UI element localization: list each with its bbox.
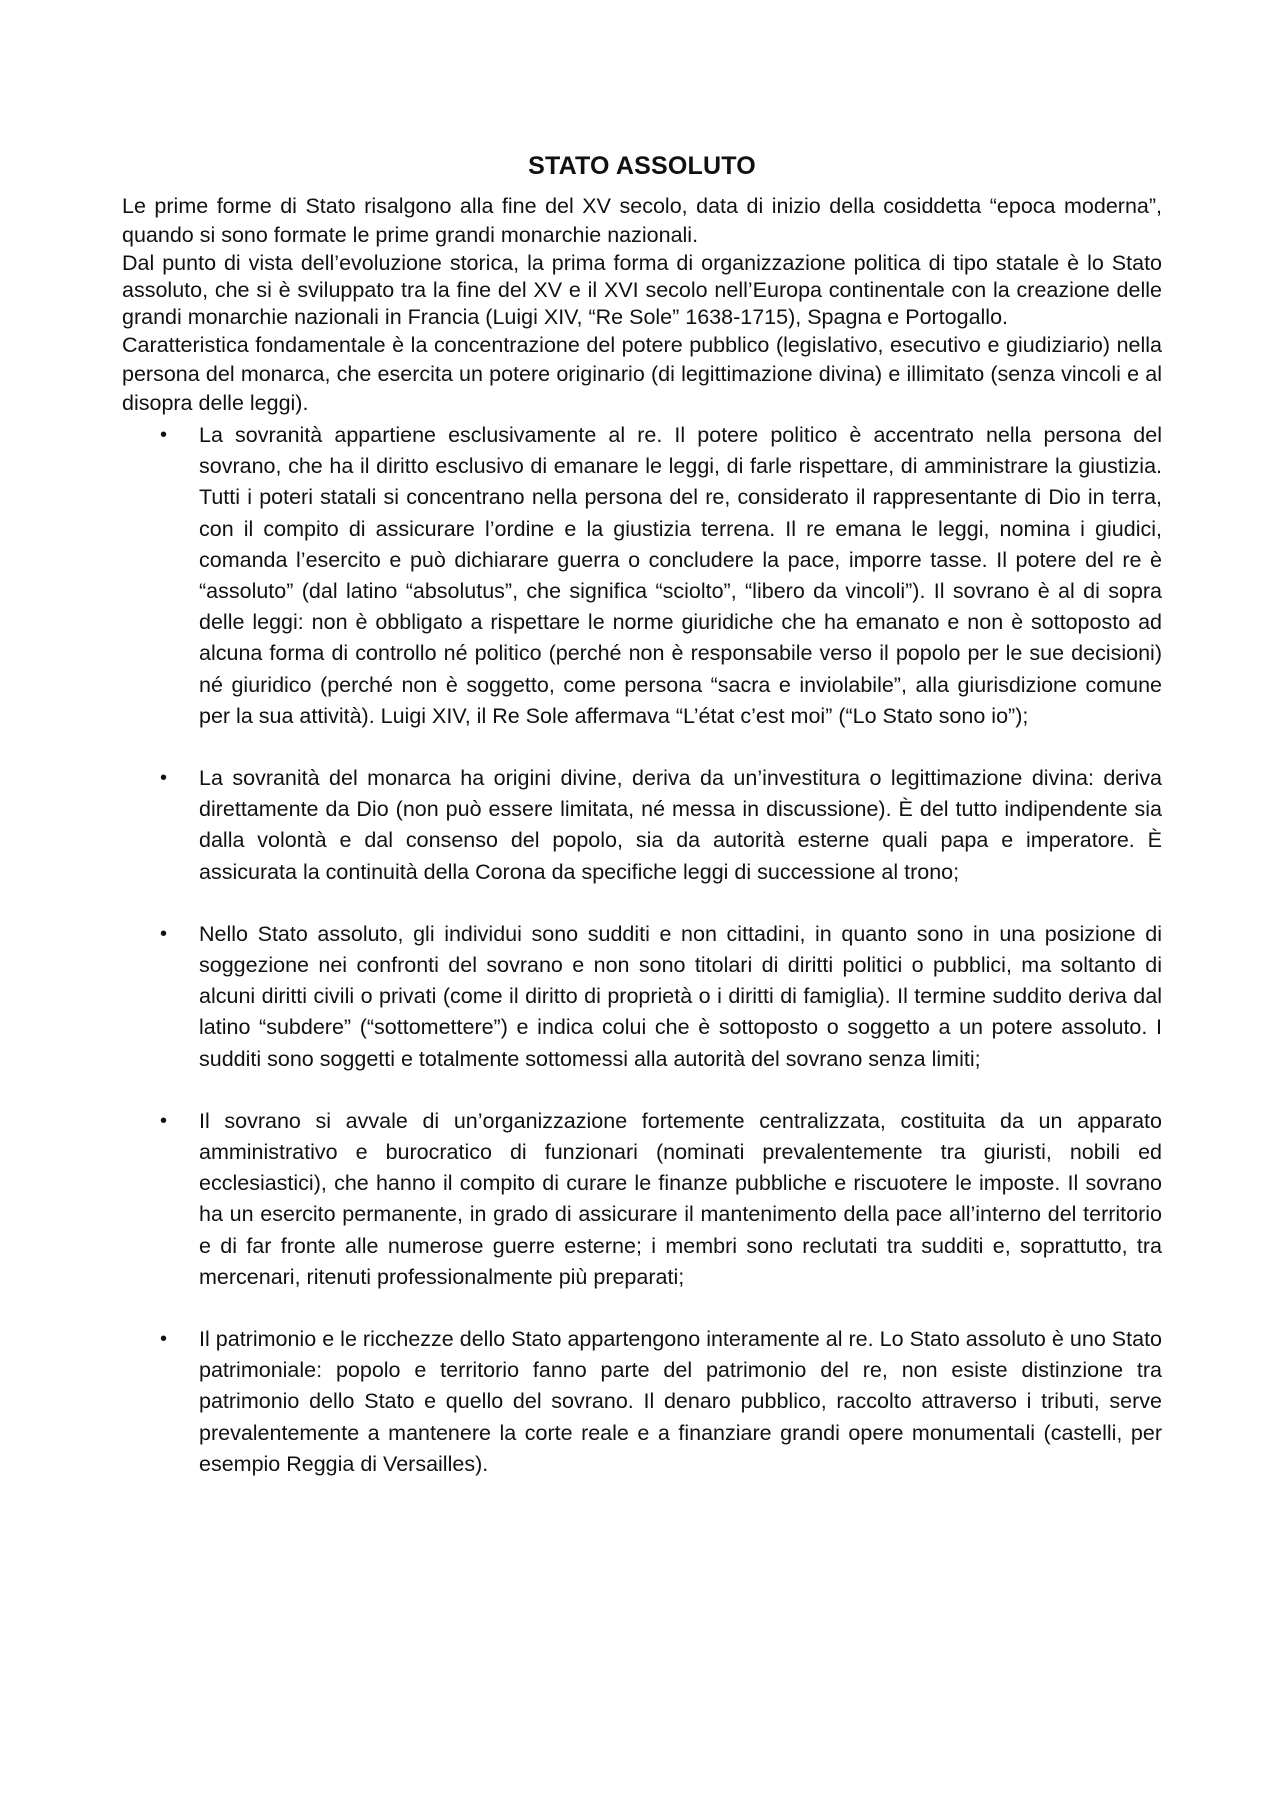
bullet-icon: • — [160, 767, 168, 790]
bullet-text: La sovranità del monarca ha origini divine, deriva da un’investitura o legittimazione divina: deriva direttamente da Dio (non può essere limitata, né messa in discussione). È del tutto indipendente sia dalla volontà e dal consenso del popolo, sia da autorità esterne quali papa e imperatore. È assicurata la continuità della Corona da specifiche leggi di successione al trono; — [199, 766, 1162, 884]
bullet-text: Nello Stato assoluto, gli individui sono sudditi e non cittadini, in quanto sono in una posizione di soggezione nei confronti del sovrano e non sono titolari di diritti politici o pubblici, ma soltanto di alcuni diritti civili o privati (come il diritto di proprietà o i diritti di famiglia). Il termine suddito deriva dal latino “subdere” (“sottomettere”) e indica colui che è sottoposto o soggetto a un potere assoluto. I sudditi sono soggetti e totalmente sottomessi alla autorità del sovrano senza limiti; — [199, 921, 1162, 1071]
list-item — [122, 1324, 1162, 1480]
bullet-icon: • — [160, 922, 168, 945]
list-item — [122, 420, 1162, 732]
intro-paragraph-1: Le prime forme di Stato risalgono alla fine del XV secolo, data di inizio della cosiddetta “epoca moderna”, quando si sono formate le prime grandi monarchie nazionali. — [122, 194, 1162, 247]
list-item — [122, 919, 1162, 1075]
list-item — [122, 763, 1162, 888]
bullet-list — [122, 420, 1162, 1480]
list-item — [122, 1106, 1162, 1293]
bullet-icon: • — [160, 1328, 168, 1351]
document-title: STATO ASSOLUTO — [528, 152, 756, 180]
bullet-text: Il patrimonio e le ricchezze dello Stato appartengono interamente al re. Lo Stato assoluto è uno Stato patrimoniale: popolo e territorio fanno parte del patrimonio del re, non esiste distinzione tra patrimonio dello Stato e quello del sovrano. Il denaro pubblico, raccolto attraverso i tributi, serve prevalentemente a mantenere la corte reale e a finanziare grandi opere monumentali (castelli, per esempio Reggia di Versailles). — [199, 1327, 1162, 1476]
intro-paragraph-3: Caratteristica fondamentale è la concentrazione del potere pubblico (legislativo, esecutivo e giudiziario) nella persona del monarca, che esercita un potere originario (di legittimazione divina) e illimitato (senza vincoli e al disopra delle leggi). — [122, 333, 1162, 415]
bullet-text: Il sovrano si avvale di un’organizzazione fortemente centralizzata, costituita da un apparato amministrativo e burocratico di funzionari (nominati prevalentemente tra giuristi, nobili ed ecclesiastici), che hanno il compito di curare le finanze pubbliche e riscuotere le imposte. Il sovrano ha un esercito permanente, in grado di assicurare il mantenimento della pace all’interno del territorio e di far fronte alle numerose guerre esterne; i membri sono reclutati tra sudditi e, soprattutto, tra mercenari, ritenuti professionalmente più preparati; — [199, 1108, 1162, 1289]
document-body — [122, 150, 1162, 1511]
bullet-icon: • — [160, 424, 168, 446]
bullet-icon: • — [160, 1109, 168, 1132]
intro-paragraph-2: Dal punto di vista dell’evoluzione storica, la prima forma di organizzazione politica di tipo statale è lo Stato assoluto, che si è sviluppato tra la fine del XV e il XVI secolo nell’Europa continentale con la creazione delle grandi monarchie nazionali in Francia (Luigi XIV, “Re Sole” 1638-1715), Spagna e Portogallo. — [122, 251, 1162, 329]
bullet-text: La sovranità appartiene esclusivamente al re. Il potere politico è accentrato nella persona del sovrano, che ha il diritto esclusivo di emanare le leggi, di farle rispettare, di amministrare la giustizia. Tutti i poteri statali si concentrano nella persona del re, considerato il rappresentante di Dio in terra, con il compito di assicurare l’ordine e la giustizia terrena. Il re emana le leggi, nomina i giudici, comanda l’esercito e può dichiarare guerra o concludere la pace, imporre tasse. Il potere del re è “assoluto” (dal latino “absolutus”, che significa “sciolto”, “libero da vincoli”). Il sovrano è al di sopra delle leggi: non è obbligato a rispettare le norme giuridiche che ha emanato e non è sottoposto ad alcuna forma di controllo né politico (perché non è responsabile verso il popolo per le sue decisioni) né giuridico (perché non è soggetto, come persona “sacra e inviolabile”, alla giurisdizione comune per la sua attività). Luigi XIV, il Re Sole affermava “L’état c’est moi” (“Lo Stato sono io”); — [199, 423, 1162, 728]
